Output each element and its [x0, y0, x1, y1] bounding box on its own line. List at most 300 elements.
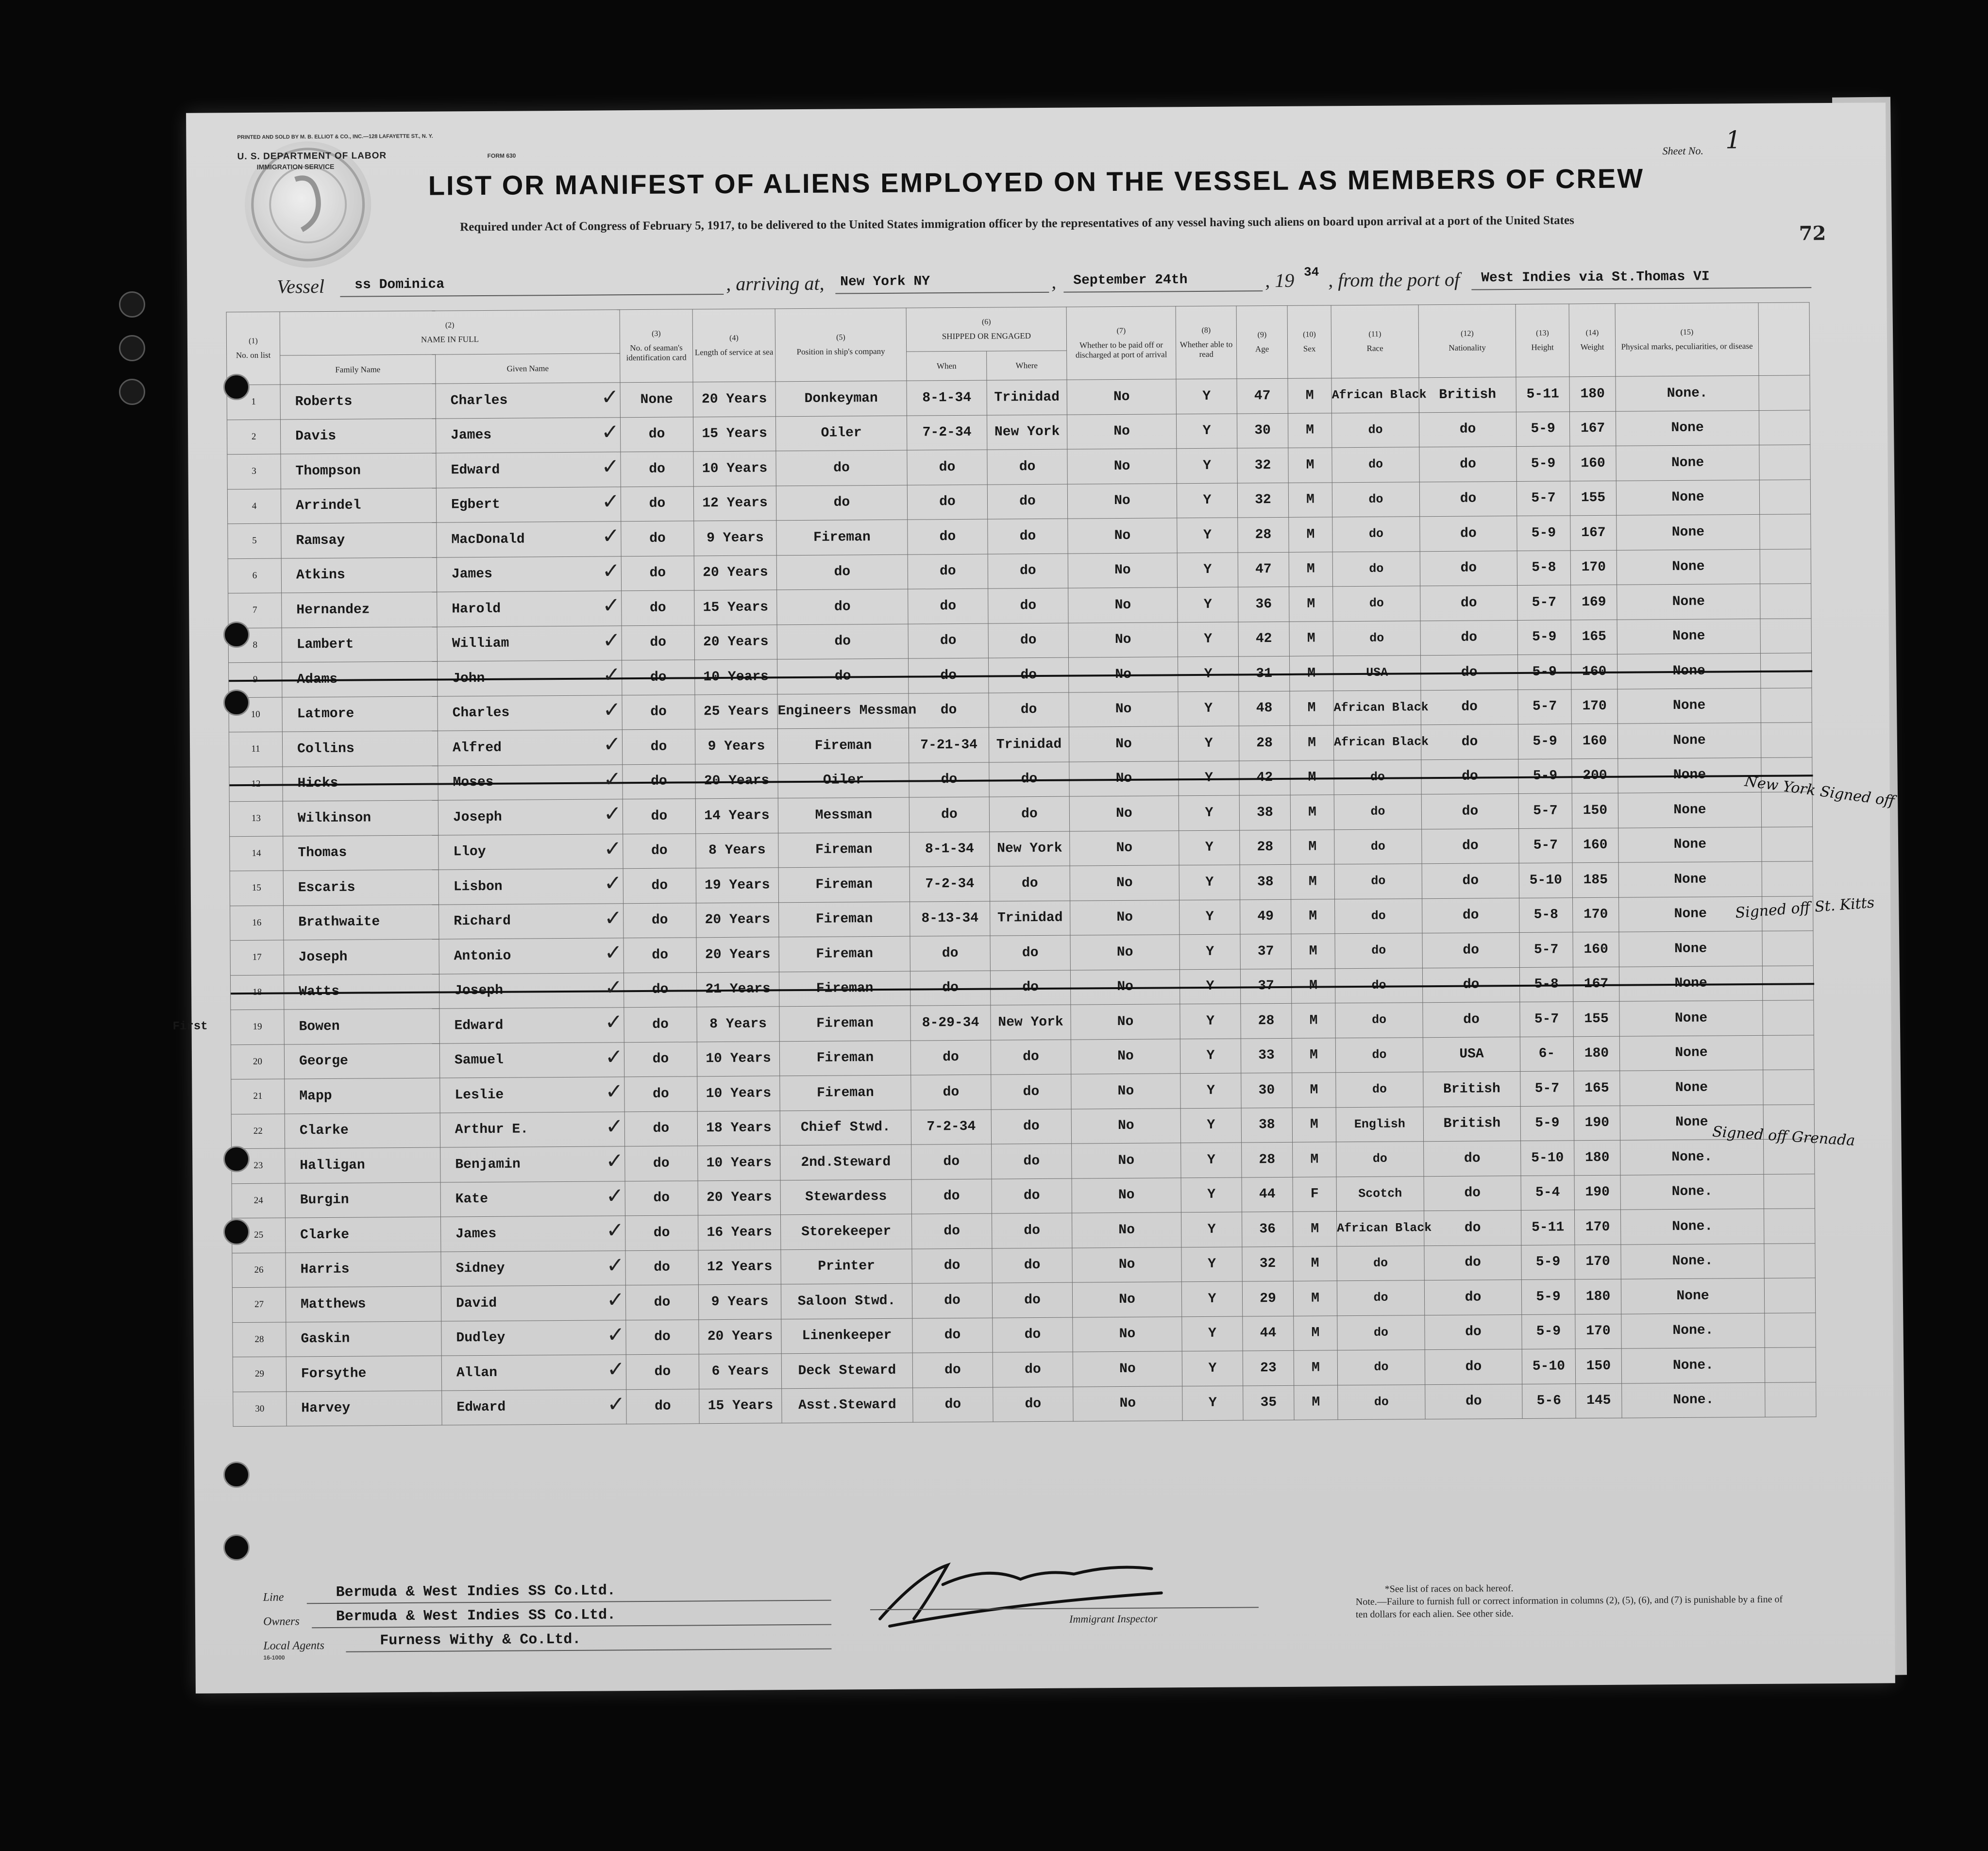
cell-when — [913, 1387, 993, 1423]
cell-read-text: Y — [1206, 1013, 1215, 1029]
cell-where-text: Trinidad — [997, 910, 1063, 926]
cell-paid-text: No — [1117, 979, 1134, 995]
cell-card-text: do — [654, 1398, 671, 1414]
cell-card-text: do — [654, 1364, 671, 1380]
cell-given-text: Sidney — [455, 1261, 505, 1277]
cell-family-text: Forsythe — [301, 1366, 367, 1382]
cell-position — [779, 902, 910, 937]
cell-position-text: do — [833, 460, 850, 476]
cell-marks — [1621, 1278, 1764, 1313]
cell-position — [777, 728, 909, 763]
cell-race — [1337, 1350, 1425, 1385]
cell-card-text: do — [649, 565, 666, 581]
row-number: 5 — [228, 523, 281, 558]
cell-nat-text: do — [1463, 942, 1480, 958]
cell-given — [436, 383, 620, 419]
cell-family-text: Latmore — [297, 706, 354, 722]
cell-marks-text: None. — [1672, 1358, 1714, 1373]
cell-card — [603, 660, 694, 695]
cell-when — [910, 971, 990, 1006]
cell-family-text: Thompson — [295, 463, 361, 479]
cell-service — [698, 1284, 781, 1320]
cell-weight-text: 200 — [1583, 768, 1607, 784]
col-header-shipped: (6) SHIPPED OR ENGAGED — [906, 307, 1067, 352]
col-header-paid-off: (7) Whether to be paid off or discharged at port of arrival — [1066, 306, 1176, 380]
cell-nat — [1419, 377, 1516, 412]
row-number: 26 — [232, 1253, 286, 1288]
cell-given — [438, 730, 622, 766]
cell-height-text: 5-9 — [1532, 664, 1557, 680]
cell-service — [696, 833, 778, 868]
cell-where-text: do — [1022, 945, 1039, 960]
cell-sex-text: M — [1306, 457, 1314, 473]
cell-paid-text: No — [1119, 1292, 1135, 1307]
cell-card-text: do — [653, 1121, 670, 1137]
cell-race-text: do — [1371, 874, 1386, 889]
cell-race-text: do — [1370, 804, 1385, 819]
cell-marks-text: None — [1671, 489, 1704, 505]
cell-paid — [1071, 1074, 1180, 1109]
cell-given — [441, 1250, 625, 1286]
cell-card-text: do — [651, 774, 667, 790]
cell-card-text: do — [654, 1260, 671, 1276]
cell-weight — [1570, 481, 1616, 516]
cell-height-text: 5-9 — [1531, 421, 1555, 437]
cell-sex — [1294, 1315, 1337, 1350]
sheet-number-label: Sheet No. — [1662, 144, 1704, 157]
cell-age-text: 31 — [1256, 666, 1273, 682]
cell-sex — [1290, 795, 1334, 830]
cell-given-text: Charles — [450, 393, 508, 409]
row-number: 7 — [228, 593, 282, 628]
cell-family-text: Harris — [300, 1262, 350, 1278]
cell-when-text: do — [939, 529, 956, 545]
arriving-port: New York NY — [840, 274, 930, 290]
cell-blank — [1760, 549, 1811, 584]
cell-position-text: Fireman — [815, 911, 873, 927]
cell-paid — [1072, 1143, 1181, 1178]
cell-height-text: 5-7 — [1532, 699, 1557, 715]
cell-weight-text: 160 — [1581, 455, 1605, 471]
cell-sex-text: M — [1310, 1047, 1318, 1063]
annotation-signed-off-new-york: New York Signed off — [1743, 773, 1896, 810]
cell-family — [282, 627, 437, 662]
cell-read-text: Y — [1204, 736, 1213, 751]
cell-given — [437, 660, 622, 696]
cell-weight — [1575, 1314, 1621, 1349]
cell-age — [1238, 587, 1289, 622]
cell-read — [1177, 448, 1237, 483]
cell-card — [605, 1042, 697, 1077]
cell-card — [605, 1111, 697, 1146]
cell-height-text: 5-9 — [1532, 629, 1557, 645]
col-header-read: (8) Whether able to read — [1176, 306, 1237, 379]
cell-card — [604, 868, 696, 903]
cell-nat — [1421, 690, 1518, 725]
cell-weight — [1571, 620, 1617, 655]
cell-position — [780, 1075, 911, 1111]
manifest-sheet — [172, 102, 1896, 1693]
check-mark-icon: ✓ — [605, 1010, 623, 1035]
cell-age-text: 30 — [1254, 423, 1271, 438]
cell-position — [780, 1144, 911, 1180]
cell-sex-text: M — [1306, 527, 1315, 542]
col-header-sex: (10) Sex — [1287, 305, 1331, 379]
cell-card-text: do — [648, 426, 665, 442]
cell-read — [1179, 899, 1240, 934]
cell-when-text: 8-13-34 — [921, 911, 979, 926]
line-value: Bermuda & West Indies SS Co.Ltd. — [336, 1582, 616, 1601]
cell-sex — [1292, 1107, 1336, 1142]
cell-height — [1520, 1036, 1573, 1071]
check-mark-icon: ✓ — [605, 1113, 623, 1139]
check-mark-icon: ✓ — [606, 1252, 624, 1278]
cell-service — [695, 729, 777, 764]
check-mark-icon: ✓ — [606, 1287, 625, 1313]
cell-family — [285, 1078, 440, 1113]
cell-when — [910, 1005, 991, 1041]
cell-card-text: do — [653, 1225, 670, 1241]
cell-family-text: Mapp — [299, 1088, 332, 1104]
cell-when — [907, 380, 987, 416]
cell-paid-text: No — [1118, 1188, 1135, 1203]
binder-hole — [119, 291, 145, 318]
cell-sex-text: M — [1306, 492, 1315, 507]
cell-when — [912, 1318, 993, 1353]
cell-weight — [1573, 967, 1619, 1002]
cell-paid — [1069, 691, 1178, 727]
cell-when — [908, 658, 988, 693]
cell-race-text: do — [1374, 1395, 1389, 1409]
cell-age-text: 35 — [1260, 1395, 1277, 1411]
cell-when-text: 7-2-34 — [922, 425, 972, 440]
cell-read-text: Y — [1205, 909, 1214, 925]
cell-nat — [1422, 898, 1519, 933]
cell-marks-text: None — [1672, 663, 1705, 679]
cell-when-text: do — [943, 1154, 960, 1169]
cell-age — [1238, 622, 1289, 656]
cell-card-text: do — [653, 1156, 670, 1171]
row-number: 6 — [228, 558, 281, 593]
cell-given — [438, 869, 623, 905]
row-number: 30 — [233, 1392, 286, 1427]
cell-family-text: Watts — [299, 984, 340, 1000]
cell-where-text: do — [1020, 598, 1037, 613]
cell-when — [910, 866, 990, 902]
cell-sex-text: M — [1308, 839, 1317, 855]
cell-service-text: 10 Years — [702, 461, 768, 476]
cell-race-text: African Black — [1331, 387, 1427, 403]
cell-paid-text: No — [1114, 493, 1130, 509]
cell-service — [693, 416, 775, 452]
cell-family — [285, 1182, 440, 1218]
cell-card-text: do — [651, 808, 668, 824]
cell-race — [1332, 482, 1419, 517]
cell-age-text: 42 — [1255, 631, 1272, 647]
cell-service-text: 20 Years — [704, 773, 770, 789]
cell-blank — [1765, 1313, 1816, 1347]
cell-where — [990, 935, 1070, 971]
cell-service — [698, 1249, 781, 1285]
cell-position-text: Storekeeper — [801, 1224, 892, 1240]
cell-weight — [1574, 1210, 1620, 1245]
cell-weight-text: 165 — [1582, 629, 1607, 645]
cell-weight-text: 180 — [1580, 386, 1605, 402]
cell-marks — [1617, 688, 1761, 724]
check-mark-icon: ✓ — [601, 454, 620, 479]
cell-paid — [1070, 969, 1179, 1005]
cell-height — [1522, 1314, 1575, 1349]
cell-paid — [1067, 414, 1176, 449]
cell-race — [1332, 447, 1419, 483]
cell-given-text: Antonio — [454, 948, 511, 964]
cell-age — [1240, 864, 1291, 899]
cell-age-text: 47 — [1254, 388, 1271, 404]
cell-sex — [1292, 1003, 1335, 1038]
check-mark-icon: ✓ — [607, 1391, 625, 1416]
cell-card — [606, 1215, 698, 1250]
cell-weight-text: 160 — [1582, 733, 1607, 749]
cell-age-text: 33 — [1258, 1048, 1275, 1063]
cell-when — [908, 519, 988, 555]
cell-nat — [1420, 551, 1517, 586]
cell-service-text: 12 Years — [707, 1259, 773, 1275]
cell-blank — [1763, 1070, 1814, 1105]
binder-hole — [223, 622, 250, 648]
printer-imprint: PRINTED AND SOLD BY M. B. ELLIOT & CO., INC.—128 LAFAYETTE ST., N. Y. — [237, 133, 433, 141]
cell-marks-text: None — [1673, 733, 1706, 748]
cell-nat-text: do — [1462, 873, 1479, 889]
cell-sex — [1289, 587, 1333, 622]
cell-family-text: Hicks — [297, 776, 338, 791]
cell-service — [694, 624, 777, 660]
cell-race — [1336, 1107, 1423, 1142]
cell-weight-text: 170 — [1581, 560, 1606, 575]
cell-marks-text: None — [1674, 1010, 1708, 1026]
cell-when — [909, 762, 989, 798]
cell-race — [1331, 412, 1419, 448]
row-number: 21 — [231, 1079, 285, 1114]
cell-position — [779, 936, 910, 972]
cell-age-text: 28 — [1257, 840, 1274, 855]
cell-service — [695, 798, 778, 834]
cell-position-text: Fireman — [816, 981, 874, 997]
cell-paid-text: No — [1114, 632, 1131, 648]
cell-height — [1522, 1383, 1576, 1418]
cell-position-text: Printer — [818, 1259, 876, 1275]
cell-when — [908, 589, 988, 624]
cell-service — [696, 937, 779, 973]
cell-paid — [1068, 518, 1177, 554]
side-mark: First — [172, 1020, 208, 1033]
cell-marks-text: None. — [1671, 1184, 1713, 1200]
cell-weight — [1571, 654, 1617, 689]
cell-race-text: do — [1368, 492, 1383, 506]
cell-nat-text: do — [1460, 491, 1477, 506]
cell-nat — [1422, 932, 1519, 968]
cell-service — [698, 1145, 780, 1181]
cell-given — [441, 1355, 626, 1391]
cell-sex — [1288, 448, 1332, 483]
cell-read — [1181, 1246, 1242, 1281]
cell-weight-text: 150 — [1583, 803, 1608, 818]
cell-sex-text: M — [1308, 770, 1316, 785]
cell-card — [601, 382, 693, 417]
cell-paid — [1070, 865, 1179, 901]
cell-given-text: Lisbon — [453, 879, 503, 895]
cell-where — [989, 762, 1069, 797]
cell-family — [285, 1113, 440, 1148]
cell-service-text: 14 Years — [704, 808, 770, 824]
cell-race-text: do — [1368, 526, 1384, 541]
cell-read-text: Y — [1203, 562, 1212, 578]
cell-where-text: do — [1022, 980, 1039, 995]
cell-read — [1178, 622, 1238, 657]
cell-height — [1517, 620, 1571, 655]
cell-blank — [1759, 445, 1810, 480]
cell-race — [1336, 1072, 1423, 1108]
cell-card — [607, 1389, 699, 1424]
cell-read-text: Y — [1208, 1291, 1216, 1307]
cell-age — [1241, 1038, 1292, 1073]
cell-marks — [1619, 931, 1762, 966]
cell-marks — [1617, 514, 1760, 550]
cell-marks-text: None — [1675, 1080, 1708, 1095]
cell-given-text: Joseph — [454, 983, 504, 999]
cell-age-text: 37 — [1257, 943, 1274, 959]
cell-family — [286, 1286, 441, 1322]
cell-read-text: Y — [1207, 1118, 1215, 1133]
cell-paid — [1068, 657, 1178, 692]
cell-blank — [1762, 965, 1813, 1000]
cell-paid-text: No — [1114, 563, 1131, 578]
cell-marks — [1617, 584, 1760, 619]
cell-race-text: do — [1368, 457, 1383, 472]
cell-read-text: Y — [1202, 423, 1211, 439]
cell-when — [909, 693, 989, 728]
cell-where-text: do — [1023, 1188, 1040, 1204]
cell-read — [1178, 587, 1238, 622]
cell-height — [1517, 516, 1570, 551]
cell-paid-text: No — [1113, 458, 1130, 474]
cell-paid — [1068, 588, 1178, 623]
cell-position-text: Fireman — [814, 738, 872, 754]
cell-sex-text: M — [1311, 1325, 1320, 1341]
cell-family — [281, 488, 436, 523]
cell-race — [1336, 1211, 1432, 1246]
cell-blank — [1761, 688, 1812, 723]
cell-given-text: Allan — [456, 1365, 498, 1381]
cell-given — [438, 834, 623, 870]
cell-age-text: 36 — [1259, 1221, 1276, 1237]
cell-marks — [1619, 1035, 1763, 1071]
cell-nat-text: do — [1461, 699, 1478, 715]
cell-card-text: do — [650, 739, 667, 755]
cell-nat-text: do — [1460, 595, 1477, 611]
cell-marks — [1621, 1347, 1765, 1383]
cell-given — [439, 903, 623, 939]
cell-where — [993, 1317, 1073, 1353]
check-mark-icon: ✓ — [604, 871, 622, 896]
check-mark-icon: ✓ — [603, 801, 622, 826]
cell-blank — [1761, 723, 1812, 757]
cell-card-text: do — [651, 912, 668, 928]
cell-where-text: do — [1023, 1084, 1040, 1099]
cell-nat-text: do — [1462, 838, 1479, 854]
cell-age — [1238, 656, 1289, 691]
cell-sex-text: M — [1311, 1256, 1319, 1271]
cell-race-text: do — [1368, 422, 1383, 437]
cell-service-text: 8 Years — [708, 842, 766, 858]
department-name: U. S. DEPARTMENT OF LABOR — [237, 151, 387, 162]
cell-nat — [1425, 1314, 1522, 1350]
cell-where — [993, 1352, 1073, 1387]
cell-given-text: Dudley — [456, 1330, 505, 1346]
row-number: 1 — [227, 385, 280, 420]
cell-card — [606, 1146, 698, 1181]
cell-where — [991, 1109, 1071, 1144]
cell-age — [1237, 413, 1288, 448]
cell-given-text: Charles — [452, 705, 510, 721]
cell-sex-text: M — [1310, 1152, 1319, 1167]
cell-position-text: Oiler — [823, 773, 864, 788]
row-number: 23 — [232, 1148, 285, 1183]
cell-given-text: James — [455, 1226, 497, 1242]
cell-where-text: do — [1024, 1327, 1041, 1343]
row-number: 13 — [229, 801, 283, 836]
cell-given — [437, 591, 622, 627]
cell-family — [284, 974, 439, 1010]
cell-blank — [1759, 375, 1810, 410]
cell-service-text: 10 Years — [706, 1086, 772, 1101]
cell-position-text: Engineers Messman — [777, 703, 917, 719]
cell-height-text: 6- — [1538, 1046, 1555, 1061]
cell-weight-text: 167 — [1581, 525, 1606, 540]
cell-card — [605, 1007, 697, 1042]
cell-card-text: do — [649, 531, 666, 546]
cell-marks-text: None — [1674, 906, 1707, 922]
cell-read-text: Y — [1203, 527, 1212, 543]
cell-read-text: Y — [1202, 388, 1211, 404]
line-label: Line — [263, 1591, 284, 1604]
cell-height — [1521, 1279, 1575, 1314]
cell-age-text: 32 — [1259, 1256, 1276, 1272]
cell-marks — [1616, 375, 1759, 411]
cell-sex-text: M — [1305, 388, 1314, 404]
cell-when — [912, 1283, 992, 1318]
cell-service-text: 20 Years — [705, 912, 771, 928]
cell-family — [280, 419, 436, 454]
cell-paid-text: No — [1118, 1257, 1135, 1273]
cell-card — [604, 938, 696, 973]
cell-marks — [1617, 549, 1760, 585]
cell-nat-text: do — [1465, 1324, 1482, 1340]
cell-position — [778, 832, 910, 868]
cell-marks-text: None — [1672, 698, 1706, 714]
cell-when-text: do — [943, 1258, 960, 1274]
cell-sex — [1293, 1142, 1336, 1177]
cell-weight — [1573, 1036, 1619, 1071]
cell-paid-text: No — [1115, 736, 1132, 752]
cell-when — [910, 901, 990, 937]
cell-sex-text: M — [1309, 909, 1317, 924]
cell-race-text: do — [1371, 943, 1386, 958]
cell-family — [284, 1043, 439, 1079]
cell-height-text: 5-6 — [1536, 1393, 1562, 1409]
cell-given-text: Harold — [452, 601, 501, 617]
from-port-label: , from the port of — [1328, 268, 1460, 291]
cell-read-text: Y — [1204, 666, 1213, 682]
